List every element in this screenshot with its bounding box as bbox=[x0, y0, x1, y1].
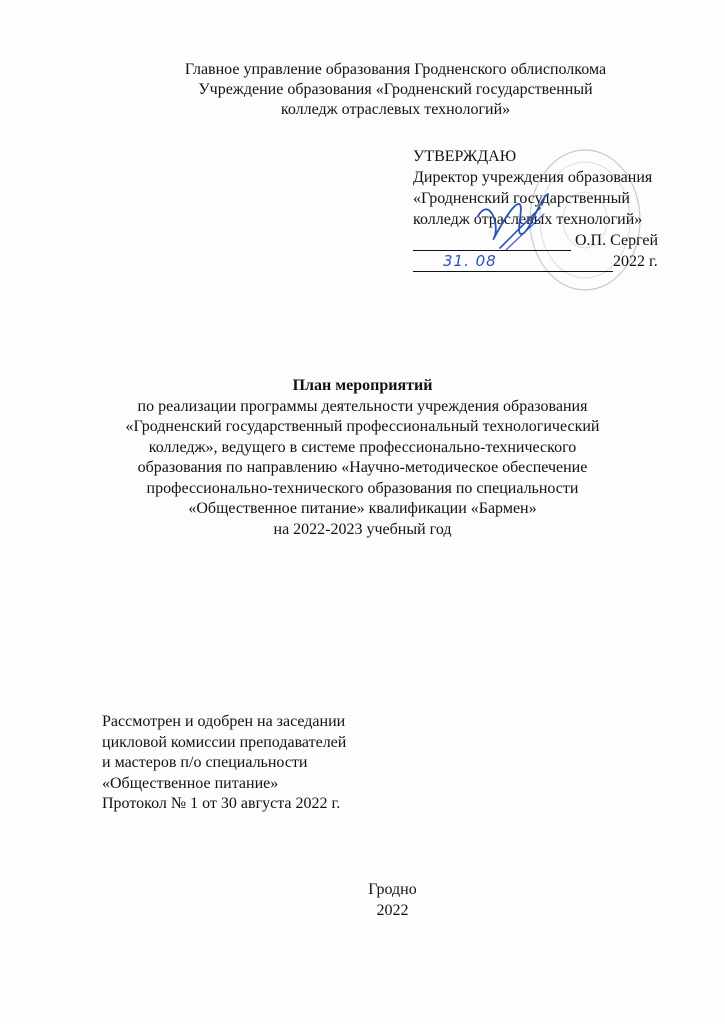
approval-year: 2022 г. bbox=[613, 253, 658, 270]
plan-subtitle-line2: «Гродненский государственный профессиональный технологический bbox=[125, 418, 600, 435]
approval-institution-line2: колледж отраслевых технологий» bbox=[413, 211, 643, 228]
review-line3: и мастеров п/о специальности bbox=[102, 754, 308, 771]
plan-title: План мероприятий bbox=[292, 377, 433, 394]
handwritten-date: 31. 08 bbox=[443, 252, 497, 270]
plan-subtitle-line4: образования по направлению «Научно-методическое обеспечение bbox=[137, 459, 588, 476]
review-line1: Рассмотрен и одобрен на заседании bbox=[102, 713, 346, 730]
signer-name: О.П. Сергей bbox=[575, 232, 659, 249]
approval-heading: УТВЕРЖДАЮ bbox=[413, 148, 517, 165]
date-line bbox=[413, 252, 613, 272]
review-line4: «Общественное питание» bbox=[102, 774, 279, 792]
footer-city: Гродно bbox=[368, 881, 417, 898]
approval-position: Директор учреждения образования bbox=[413, 169, 653, 186]
plan-subtitle-line5: профессионально-технического образования по специальности bbox=[146, 479, 579, 497]
review-block bbox=[102, 712, 346, 815]
plan-title-block bbox=[0, 376, 725, 540]
plan-subtitle-line1: по реализации программы деятельности учреждения образования bbox=[137, 397, 588, 415]
plan-subtitle-line6: «Общественное питание» квалификации «Бармен» bbox=[188, 500, 537, 517]
plan-subtitle-line3: колледж», ведущего в системе профессионально-технического bbox=[148, 438, 577, 456]
header-institution-line2: колледж отраслевых технологий» bbox=[280, 101, 511, 118]
handwritten-signature bbox=[470, 186, 560, 256]
document-header bbox=[0, 60, 725, 120]
approval-institution-line1: «Гродненский государственный bbox=[413, 190, 630, 207]
review-protocol: Протокол № 1 от 30 августа 2022 г. bbox=[102, 795, 341, 812]
footer-year: 2022 bbox=[376, 901, 409, 919]
document-footer bbox=[0, 880, 725, 921]
review-line2: цикловой комиссии преподавателей bbox=[102, 733, 347, 751]
header-ministry: Главное управление образования Гродненского облисполкома bbox=[184, 61, 607, 78]
header-institution-line1: Учреждение образования «Гродненский государственный bbox=[198, 81, 593, 98]
plan-academic-year: на 2022-2023 учебный год bbox=[273, 520, 452, 538]
